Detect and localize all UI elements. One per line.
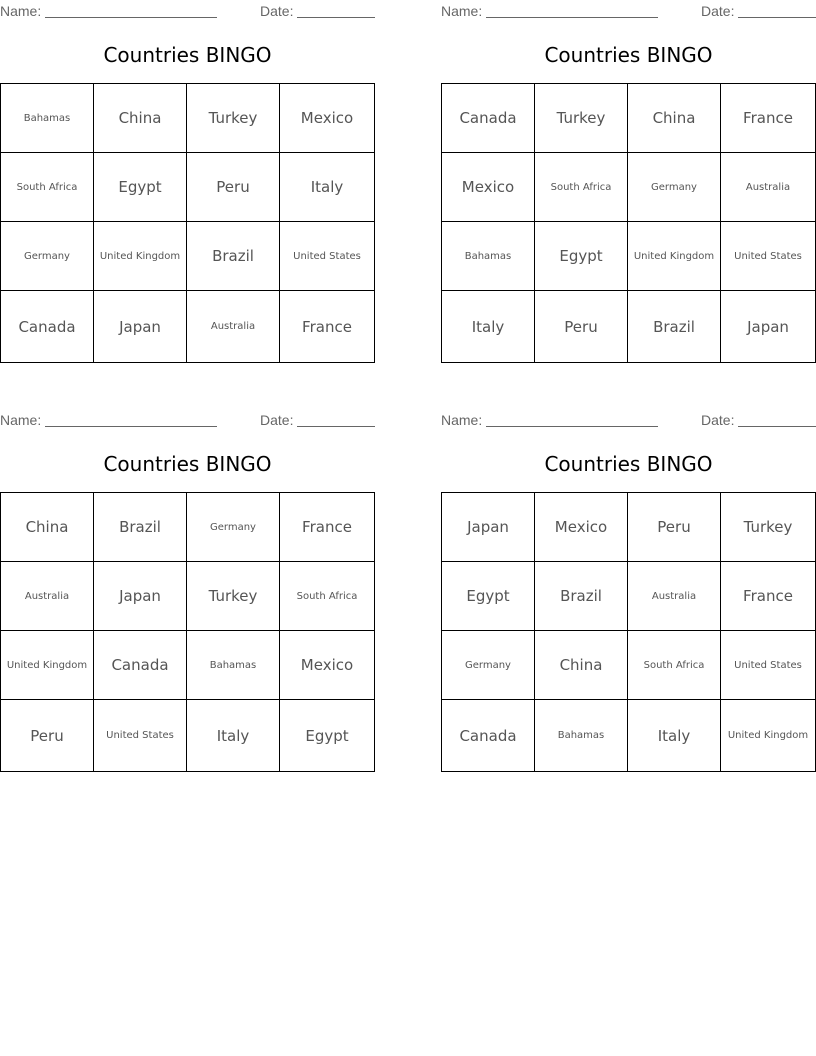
bingo-card: [441, 409, 816, 779]
bingo-cell[interactable]: Egypt: [535, 222, 628, 291]
bingo-cell[interactable]: France: [721, 562, 815, 631]
bingo-cell[interactable]: Australia: [721, 153, 815, 222]
card-title: Countries BINGO: [544, 452, 713, 476]
bingo-cell[interactable]: China: [1, 493, 94, 562]
bingo-cell[interactable]: Australia: [187, 291, 280, 362]
bingo-grid: [441, 83, 816, 363]
bingo-cell[interactable]: Brazil: [535, 562, 628, 631]
bingo-cell[interactable]: China: [628, 84, 721, 153]
bingo-cell[interactable]: Peru: [628, 493, 721, 562]
bingo-cell[interactable]: United Kingdom: [94, 222, 187, 291]
bingo-cell[interactable]: China: [94, 84, 187, 153]
name-label: Name:: [0, 412, 42, 428]
bingo-cell[interactable]: United States: [721, 222, 815, 291]
bingo-cell[interactable]: Italy: [187, 700, 280, 771]
bingo-cell[interactable]: Brazil: [187, 222, 280, 291]
name-label: Name:: [0, 3, 42, 19]
bingo-cell[interactable]: Egypt: [94, 153, 187, 222]
bingo-cell[interactable]: Bahamas: [1, 84, 94, 153]
bingo-card: [0, 409, 375, 779]
bingo-cell[interactable]: Australia: [1, 562, 94, 631]
card-title: Countries BINGO: [103, 452, 272, 476]
bingo-cell[interactable]: United States: [721, 631, 815, 700]
card-title: Countries BINGO: [103, 43, 272, 67]
bingo-cell[interactable]: Egypt: [305, 726, 349, 745]
bingo-cell[interactable]: United States: [280, 222, 374, 291]
name-date-header: [0, 412, 375, 428]
bingo-cell[interactable]: Canada: [94, 631, 187, 700]
bingo-cell[interactable]: Germany: [187, 493, 280, 562]
bingo-cell[interactable]: Germany: [628, 153, 721, 222]
name-label: Name:: [441, 412, 483, 428]
name-blank-line[interactable]: [45, 426, 217, 427]
bingo-cell[interactable]: Egypt: [442, 562, 535, 631]
bingo-cell[interactable]: Turkey: [187, 562, 280, 631]
bingo-cell[interactable]: Mexico: [442, 153, 535, 222]
bingo-cell[interactable]: Australia: [628, 562, 721, 631]
bingo-cell[interactable]: Italy: [280, 153, 374, 222]
bingo-cell[interactable]: Japan: [94, 291, 187, 362]
bingo-cell[interactable]: Mexico: [280, 84, 374, 153]
name-blank-line[interactable]: [486, 426, 658, 427]
bingo-grid: [0, 492, 375, 772]
name-date-header: [0, 3, 375, 19]
bingo-cell[interactable]: Canada: [442, 84, 535, 153]
bingo-cell[interactable]: Canada: [442, 700, 535, 771]
date-blank-line[interactable]: [297, 426, 375, 427]
date-label: Date:: [701, 3, 735, 19]
bingo-cell[interactable]: France: [721, 84, 815, 153]
bingo-cell[interactable]: Japan: [442, 493, 535, 562]
date-blank-line[interactable]: [297, 17, 375, 18]
bingo-cell[interactable]: United Kingdom: [628, 222, 721, 291]
bingo-cell[interactable]: Brazil: [628, 291, 721, 362]
bingo-cell[interactable]: Mexico: [280, 631, 374, 700]
name-date-header: [441, 412, 816, 428]
bingo-cell[interactable]: Brazil: [94, 493, 187, 562]
bingo-cell[interactable]: Italy: [442, 291, 535, 362]
bingo-cell[interactable]: South Africa: [1, 153, 94, 222]
name-blank-line[interactable]: [45, 17, 217, 18]
bingo-cell[interactable]: South Africa: [535, 153, 628, 222]
date-label: Date:: [260, 3, 294, 19]
bingo-cell[interactable]: Japan: [94, 562, 187, 631]
bingo-cell[interactable]: Mexico: [535, 493, 628, 562]
name-date-header: [441, 3, 816, 19]
bingo-cell[interactable]: Turkey: [721, 493, 815, 562]
bingo-cell[interactable]: China: [535, 631, 628, 700]
bingo-cell[interactable]: Germany: [1, 222, 94, 291]
bingo-cell[interactable]: South Africa: [628, 631, 721, 700]
bingo-card: [0, 0, 375, 370]
bingo-cell[interactable]: Peru: [1, 700, 94, 771]
bingo-cell[interactable]: Bahamas: [535, 700, 628, 771]
bingo-cell[interactable]: South Africa: [280, 562, 374, 631]
bingo-cell[interactable]: Turkey: [535, 84, 628, 153]
date-label: Date:: [701, 412, 735, 428]
bingo-cell[interactable]: Turkey: [187, 84, 280, 153]
bingo-cell[interactable]: Germany: [442, 631, 535, 700]
bingo-cell[interactable]: United States: [94, 700, 187, 771]
card-title: Countries BINGO: [544, 43, 713, 67]
bingo-cell[interactable]: Italy: [628, 700, 721, 771]
bingo-cell[interactable]: Peru: [187, 153, 280, 222]
bingo-cell[interactable]: United Kingdom: [1, 631, 94, 700]
bingo-cell[interactable]: Japan: [747, 317, 789, 336]
bingo-cell[interactable]: Bahamas: [187, 631, 280, 700]
name-label: Name:: [441, 3, 483, 19]
bingo-cell[interactable]: France: [302, 317, 352, 336]
date-label: Date:: [260, 412, 294, 428]
bingo-cell[interactable]: Canada: [1, 291, 94, 362]
name-blank-line[interactable]: [486, 17, 658, 18]
bingo-cell[interactable]: United Kingdom: [727, 730, 809, 741]
date-blank-line[interactable]: [738, 426, 816, 427]
bingo-cell[interactable]: Bahamas: [442, 222, 535, 291]
bingo-card: [441, 0, 816, 370]
bingo-grid: [0, 83, 375, 363]
bingo-grid: [441, 492, 816, 772]
bingo-cell[interactable]: Peru: [535, 291, 628, 362]
bingo-cell[interactable]: France: [280, 493, 374, 562]
date-blank-line[interactable]: [738, 17, 816, 18]
